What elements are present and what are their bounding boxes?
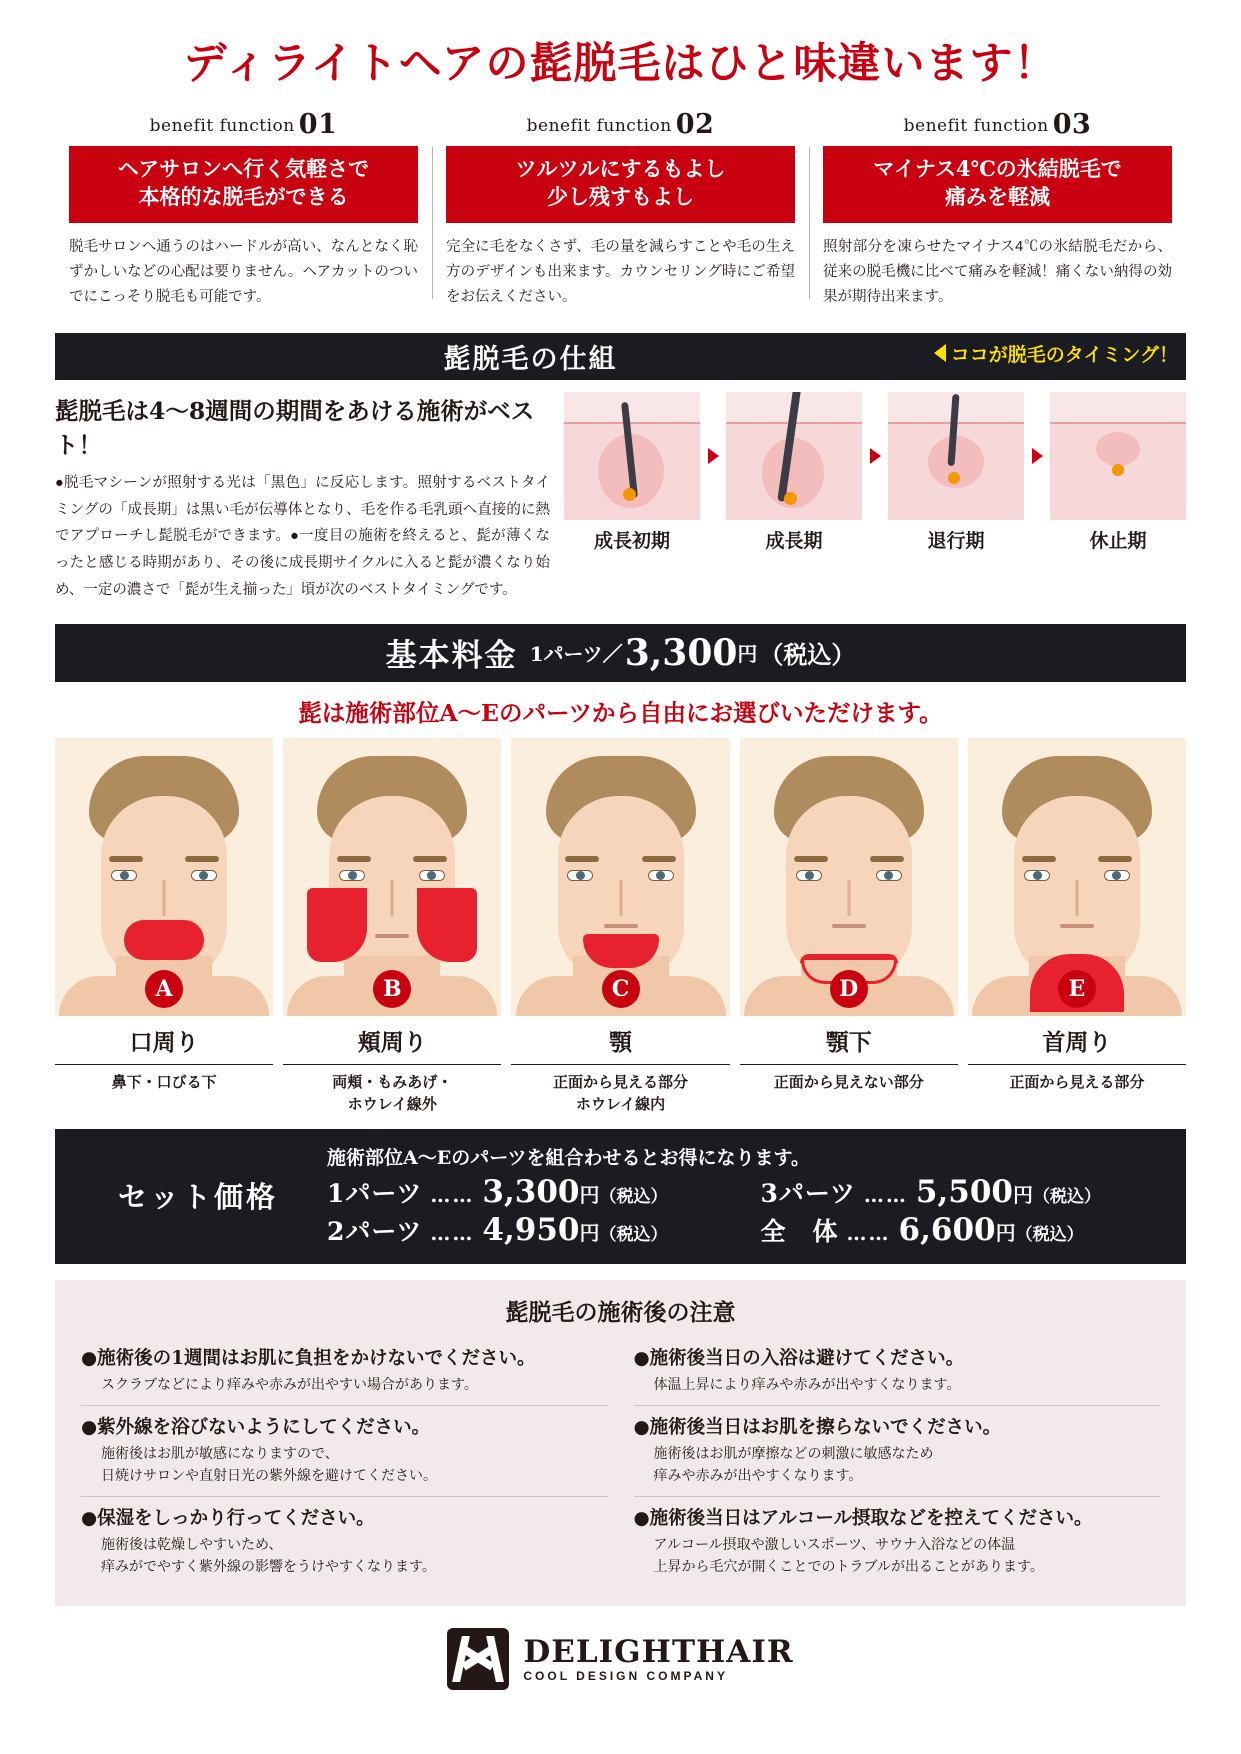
set-price-name: 1パーツ: [327, 1179, 423, 1209]
benefit-number: 01: [298, 109, 338, 140]
benefit-banner: [69, 146, 418, 223]
mechanism-lead: 髭脱毛は4〜8週間の期間をあける施術がベスト！: [55, 396, 535, 459]
benefit-card: [55, 109, 432, 311]
footer-logo: [55, 1628, 1186, 1690]
set-price-row: [761, 1212, 1169, 1248]
phase-label: 退行期: [927, 529, 985, 552]
set-price-row: [761, 1174, 1169, 1210]
brand-mark-icon: [447, 1628, 509, 1690]
set-price-name: 3パーツ: [760, 1179, 856, 1209]
part-badge-c: C: [602, 970, 640, 1008]
set-price-yen: 円: [1012, 1183, 1033, 1208]
set-price-name: 全 体: [760, 1217, 839, 1247]
triangle-left-icon: [934, 344, 946, 362]
note-body: 施術後はお肌が敏感になりますので、 日焼けサロンや直射日光の紫外線を避けてください。: [101, 1444, 437, 1484]
phase-label: 成長初期: [593, 529, 670, 552]
hair-cycle-labels: [564, 526, 1186, 553]
benefit-banner: [823, 146, 1172, 223]
note-body: スクラブなどにより痒みや赤みが出やすい場合があります。: [101, 1376, 478, 1393]
part-badge-e: E: [1058, 970, 1096, 1008]
note-body: 施術後はお肌が摩擦などの刺激に敏感なため 痒みや赤みが出やすくなります。: [653, 1444, 934, 1484]
note-item: [81, 1337, 608, 1405]
part-name-d: 顎下: [740, 1016, 958, 1065]
timing-callout: [934, 340, 1178, 367]
hair-cycle-diagram: [564, 392, 1186, 604]
set-price-amount: 3,300: [482, 1174, 580, 1211]
phase-image-telogen: [1050, 392, 1186, 520]
note-heading: ●紫外線を浴びないようにしてください。: [81, 1416, 431, 1438]
set-price-dots: ……: [863, 1183, 908, 1208]
base-price-banner: [55, 624, 1186, 682]
benefit-heading: [69, 109, 418, 140]
mechanism-title: 髭脱毛の仕組: [443, 343, 618, 375]
part-card-b: [283, 738, 501, 1116]
mechanism-header-bar: [55, 333, 1186, 380]
face-illustration-a: [55, 738, 273, 1016]
part-badge-d: D: [830, 970, 868, 1008]
phase-image-anagen: [726, 392, 862, 520]
benefit-banner-line2: 少し残すもよし: [547, 184, 694, 210]
note-heading: ●保湿をしっかり行ってください。: [81, 1507, 375, 1529]
page-title: ディライトヘアの髭脱毛はひと味違います！: [183, 39, 1058, 89]
face-illustration-b: [283, 738, 501, 1016]
base-price-tax: （税込）: [759, 640, 856, 670]
benefit-body: 完全に毛をなくさず、毛の量を減らすことや毛の生え方のデザインも出来ます。カウンセリング時にご希望をお伝えください。: [446, 238, 795, 306]
part-card-c: [511, 738, 729, 1116]
benefit-body: 照射部分を凍らせたマイナス4℃の氷結脱毛だから、従来の脱毛機に比べて痛みを軽減！痛くない納得の効果が期待出来ます。: [823, 238, 1172, 306]
hair-cycle-images: [564, 392, 1186, 520]
benefit-number: 03: [1052, 109, 1092, 140]
set-price-lead: 施術部位A〜Eのパーツを組合わせるとお得になります。: [327, 1147, 810, 1170]
benefits-section: [55, 109, 1186, 311]
note-body: 体温上昇により痒みや赤みが出やすくなります。: [653, 1376, 961, 1393]
set-price-row: [327, 1212, 735, 1248]
part-card-d: [740, 738, 958, 1116]
part-desc-c: 正面から見える部分 ホウレイ線内: [553, 1072, 689, 1113]
benefit-body: 脱毛サロンへ通うのはハードルが高い、なんとなく恥ずかしいなどの心配は要りません。ヘアカットのついでにこっそり脱毛も可能です。: [69, 238, 418, 306]
note-heading: ●施術後の1週間はお肌に負担をかけないでください。: [81, 1348, 536, 1370]
part-desc-b: 両頬・もみあげ・ ホウレイ線外: [332, 1072, 453, 1113]
brand-text-block: [523, 1636, 793, 1683]
set-price-content: [327, 1143, 1168, 1248]
note-heading: ●施術後当日の入浴は避けてください。: [633, 1348, 965, 1370]
benefit-card: [432, 109, 809, 311]
brand-name: DELIGHTHAIR: [523, 1634, 794, 1671]
note-item: [634, 1497, 1161, 1587]
parts-lead-text: 髭は施術部位A〜Eのパーツから自由にお選びいただけます。: [298, 698, 943, 727]
base-price-label: 基本料金: [385, 638, 518, 675]
set-price-dots: ……: [430, 1221, 475, 1246]
phase-label: 成長期: [765, 529, 823, 552]
benefit-label: benefit function: [526, 116, 672, 136]
set-price-tax: （税込）: [599, 1225, 668, 1246]
set-price-section: [55, 1129, 1186, 1264]
set-price-label: セット価格: [117, 1180, 278, 1215]
set-price-name: 2パーツ: [327, 1217, 423, 1247]
part-badge-b: B: [373, 970, 411, 1008]
notes-title: 髭脱毛の施術後の注意: [505, 1299, 736, 1327]
face-illustration-e: [968, 738, 1186, 1016]
benefit-banner: [446, 146, 795, 223]
note-heading: ●施術後当日はアルコール摂取などを控えてください。: [633, 1507, 1093, 1529]
base-price-amount: 3,300: [624, 631, 738, 674]
note-body: 施術後は乾燥しやすいため、 痒みがでやすく紫外線の影響をうけやすくなります。: [101, 1535, 436, 1574]
face-illustration-d: [740, 738, 958, 1016]
phase-label: 休止期: [1089, 529, 1147, 552]
set-price-yen: 円: [995, 1221, 1016, 1246]
part-name-c: 顎: [511, 1016, 729, 1065]
benefit-label: benefit function: [149, 116, 295, 136]
benefit-banner-line2: 本格的な脱毛ができる: [138, 184, 349, 210]
aftercare-notes-section: [55, 1280, 1186, 1606]
note-item: [81, 1406, 608, 1497]
note-item: [634, 1406, 1161, 1497]
mechanism-description: ●脱毛マシーンが照射する光は「黒色」に反応します。照射するベストタイミングの「成長期」は黒い毛が伝導体となり、毛を作る毛乳頭へ直接的に熱でアプローチし髭脱毛ができます。●一度目の施術を終えると、髭が薄くなったと感じる時期があり、その後に成長期サイクルに入ると髭が濃くなり始め、一定の濃さで「髭が生え揃った」頃が次のベストタイミングです。: [55, 474, 550, 599]
benefit-banner-line2: 痛みを軽減: [945, 184, 1050, 210]
part-desc-e: 正面から見える部分: [1009, 1072, 1145, 1091]
note-item: [81, 1497, 608, 1587]
part-name-b: 頬周り: [283, 1016, 501, 1065]
mechanism-text-block: [55, 392, 550, 604]
timing-callout-label: ココが脱毛のタイミング！: [950, 343, 1178, 366]
triangle-right-icon: [870, 448, 881, 464]
benefit-banner-line1: ヘアサロンへ行く気軽さで: [117, 156, 370, 181]
set-price-tax: （税込）: [1015, 1225, 1084, 1246]
note-heading: ●施術後当日はお肌を擦らないでください。: [633, 1416, 1002, 1438]
arrow-separator: [1024, 392, 1050, 520]
set-price-grid: [327, 1174, 1168, 1248]
benefit-card: [809, 109, 1186, 311]
phase-image-anagen-early: [564, 392, 700, 520]
part-name-a: 口周り: [55, 1016, 273, 1065]
set-price-yen: 円: [579, 1183, 600, 1208]
benefit-heading: [823, 109, 1172, 140]
mechanism-body: [55, 392, 1186, 604]
benefit-banner-line1: ツルツルにするもよし: [515, 156, 726, 181]
mechanism-section: [55, 333, 1186, 604]
benefit-heading: [446, 109, 795, 140]
parts-gallery: [55, 738, 1186, 1116]
part-desc-a: 鼻下・口びる下: [111, 1072, 217, 1091]
set-price-tax: （税込）: [1032, 1187, 1101, 1208]
brand-tagline: COOL DESIGN COMPANY: [523, 1668, 728, 1683]
part-name-e: 首周り: [968, 1016, 1186, 1065]
set-price-dots: ……: [430, 1183, 475, 1208]
set-price-row: [327, 1174, 735, 1210]
note-body: アルコール摂取や激しいスポーツ、サウナ入浴などの体温 上昇から毛穴が開くことでのトラブルが出ることがあります。: [653, 1535, 1044, 1574]
base-price-yen: 円: [737, 642, 758, 667]
benefit-banner-line1: マイナス4℃の氷結脱毛で: [873, 156, 1122, 181]
set-price-dots: ……: [846, 1221, 891, 1246]
set-price-amount: 6,600: [898, 1212, 996, 1249]
set-price-amount: 5,500: [915, 1174, 1013, 1211]
base-price-unit: 1パーツ／: [529, 642, 623, 667]
arrow-separator: [700, 392, 726, 520]
part-card-a: [55, 738, 273, 1116]
benefit-number: 02: [675, 109, 715, 140]
triangle-right-icon: [1032, 448, 1043, 464]
phase-image-catagen: [888, 392, 1024, 520]
set-price-yen: 円: [579, 1221, 600, 1246]
part-card-e: [968, 738, 1186, 1116]
face-illustration-c: [511, 738, 729, 1016]
note-item: [634, 1337, 1161, 1405]
benefit-label: benefit function: [903, 116, 1049, 136]
arrow-separator: [862, 392, 888, 520]
part-desc-d: 正面から見えない部分: [773, 1072, 924, 1091]
set-price-tax: （税込）: [599, 1187, 668, 1208]
notes-grid: [81, 1337, 1160, 1586]
set-price-amount: 4,950: [482, 1212, 580, 1249]
part-badge-a: A: [145, 970, 183, 1008]
triangle-right-icon: [708, 448, 719, 464]
